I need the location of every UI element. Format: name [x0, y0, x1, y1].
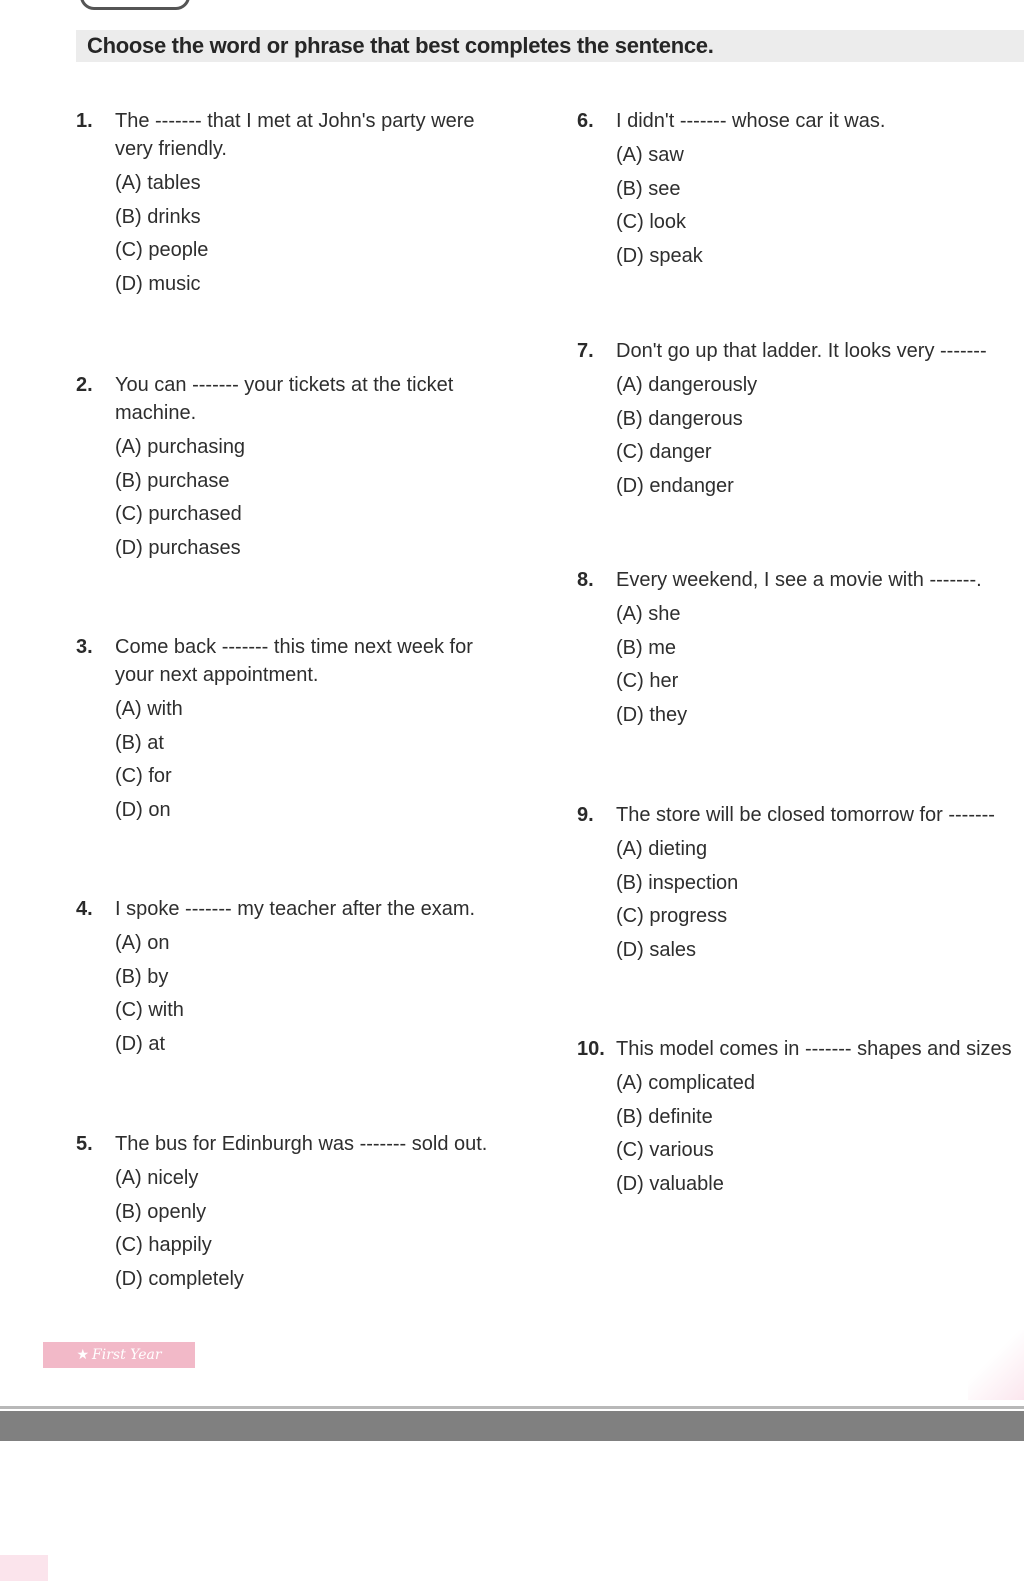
option-d[interactable]: (D) at [115, 1032, 165, 1055]
option-c[interactable]: (C) people [115, 239, 209, 262]
question-4 [76, 895, 475, 1063]
option-b[interactable]: (B) at [115, 731, 164, 754]
option-list [76, 695, 473, 829]
option-b[interactable]: (B) by [115, 965, 169, 988]
option-b[interactable]: (B) inspection [616, 871, 739, 894]
option-list [76, 929, 475, 1063]
option-d[interactable]: (D) completely [115, 1267, 244, 1290]
question-number: 8. [577, 569, 594, 591]
question-5 [76, 1130, 487, 1298]
star-icon: ★ [76, 1347, 90, 1363]
option-d[interactable]: (D) speak [616, 244, 703, 267]
question-number: 5. [76, 1133, 93, 1155]
question-6 [577, 107, 885, 275]
question-text: You can ------- your tickets at the ticket [115, 374, 454, 396]
option-list [76, 169, 474, 303]
question-number: 6. [577, 110, 594, 132]
option-a[interactable]: (A) dieting [616, 838, 708, 860]
option-d[interactable]: (D) sales [616, 938, 697, 961]
option-d[interactable]: (D) music [115, 272, 201, 295]
question-text: The store will be closed tomorrow for ------- [616, 804, 995, 826]
option-d[interactable]: (D) they [616, 703, 688, 726]
footer-badge [43, 1342, 195, 1368]
question-9 [577, 801, 995, 969]
question-8 [577, 566, 982, 734]
question-text: Come back ------- this time next week for [115, 636, 473, 658]
instruction-text: Choose the word or phrase that best completes the sentence. [87, 33, 714, 58]
question-text: Don't go up that ladder. It looks very ------- [616, 340, 987, 362]
top-tab-outline [80, 0, 190, 10]
option-a[interactable]: (A) tables [115, 172, 201, 194]
option-c[interactable]: (C) her [616, 670, 679, 693]
question-10 [577, 1035, 1012, 1203]
option-d[interactable]: (D) endanger [616, 474, 734, 497]
option-list [577, 835, 995, 969]
footer-badge-text: First Year [92, 1347, 162, 1363]
option-b[interactable]: (B) dangerous [616, 407, 743, 430]
option-b[interactable]: (B) me [616, 636, 676, 659]
option-a[interactable]: (A) she [616, 603, 681, 625]
question-text-continued: very friendly. [115, 138, 227, 160]
footer-band [0, 1411, 1024, 1441]
question-text: I spoke ------- my teacher after the exam. [115, 898, 476, 920]
option-c[interactable]: (C) various [616, 1139, 714, 1162]
question-1 [76, 107, 474, 303]
option-a[interactable]: (A) on [115, 932, 170, 954]
question-text: This model comes in ------- shapes and sizes [616, 1038, 1012, 1060]
footer-divider [0, 1406, 1024, 1409]
option-list [577, 371, 987, 505]
option-a[interactable]: (A) purchasing [115, 436, 246, 458]
option-c[interactable]: (C) with [115, 999, 184, 1022]
option-b[interactable]: (B) purchase [115, 469, 230, 492]
question-number: 2. [76, 374, 93, 396]
option-d[interactable]: (D) purchases [115, 536, 241, 559]
question-number: 9. [577, 804, 594, 826]
option-c[interactable]: (C) happily [115, 1234, 212, 1257]
question-text-continued: machine. [115, 402, 197, 424]
option-list [577, 600, 982, 734]
question-number: 10. [577, 1038, 605, 1060]
option-list [76, 1164, 487, 1298]
question-text: I didn't ------- whose car it was. [616, 110, 886, 132]
option-a[interactable]: (A) with [115, 698, 183, 720]
option-c[interactable]: (C) look [616, 211, 687, 234]
option-d[interactable]: (D) on [115, 798, 171, 821]
question-3 [76, 633, 473, 829]
question-text: The bus for Edinburgh was ------- sold out. [115, 1133, 488, 1155]
question-7 [577, 337, 987, 505]
option-b[interactable]: (B) openly [115, 1200, 207, 1223]
option-list [577, 1069, 1012, 1203]
option-list [76, 433, 453, 567]
page-corner-tint [968, 1330, 1024, 1400]
option-b[interactable]: (B) see [616, 177, 681, 200]
question-number: 1. [76, 110, 93, 132]
question-number: 3. [76, 636, 93, 658]
option-d[interactable]: (D) valuable [616, 1172, 724, 1195]
option-a[interactable]: (A) nicely [115, 1167, 199, 1189]
option-a[interactable]: (A) dangerously [616, 374, 758, 396]
option-a[interactable]: (A) complicated [616, 1072, 755, 1094]
question-text-continued: your next appointment. [115, 664, 319, 686]
option-a[interactable]: (A) saw [616, 144, 684, 166]
option-c[interactable]: (C) progress [616, 905, 728, 928]
question-text: Every weekend, I see a movie with -------. [616, 569, 982, 591]
option-b[interactable]: (B) drinks [115, 205, 201, 228]
question-number: 4. [76, 898, 93, 920]
option-list [577, 141, 885, 275]
question-text: The ------- that I met at John's party were [115, 110, 475, 132]
option-c[interactable]: (C) danger [616, 441, 712, 464]
option-b[interactable]: (B) definite [616, 1105, 713, 1128]
instruction-bar [76, 30, 1024, 62]
page-corner-tint-bottom [0, 1555, 48, 1581]
option-c[interactable]: (C) for [115, 765, 172, 788]
option-c[interactable]: (C) purchased [115, 503, 242, 526]
question-number: 7. [577, 340, 594, 362]
question-2 [76, 371, 453, 567]
